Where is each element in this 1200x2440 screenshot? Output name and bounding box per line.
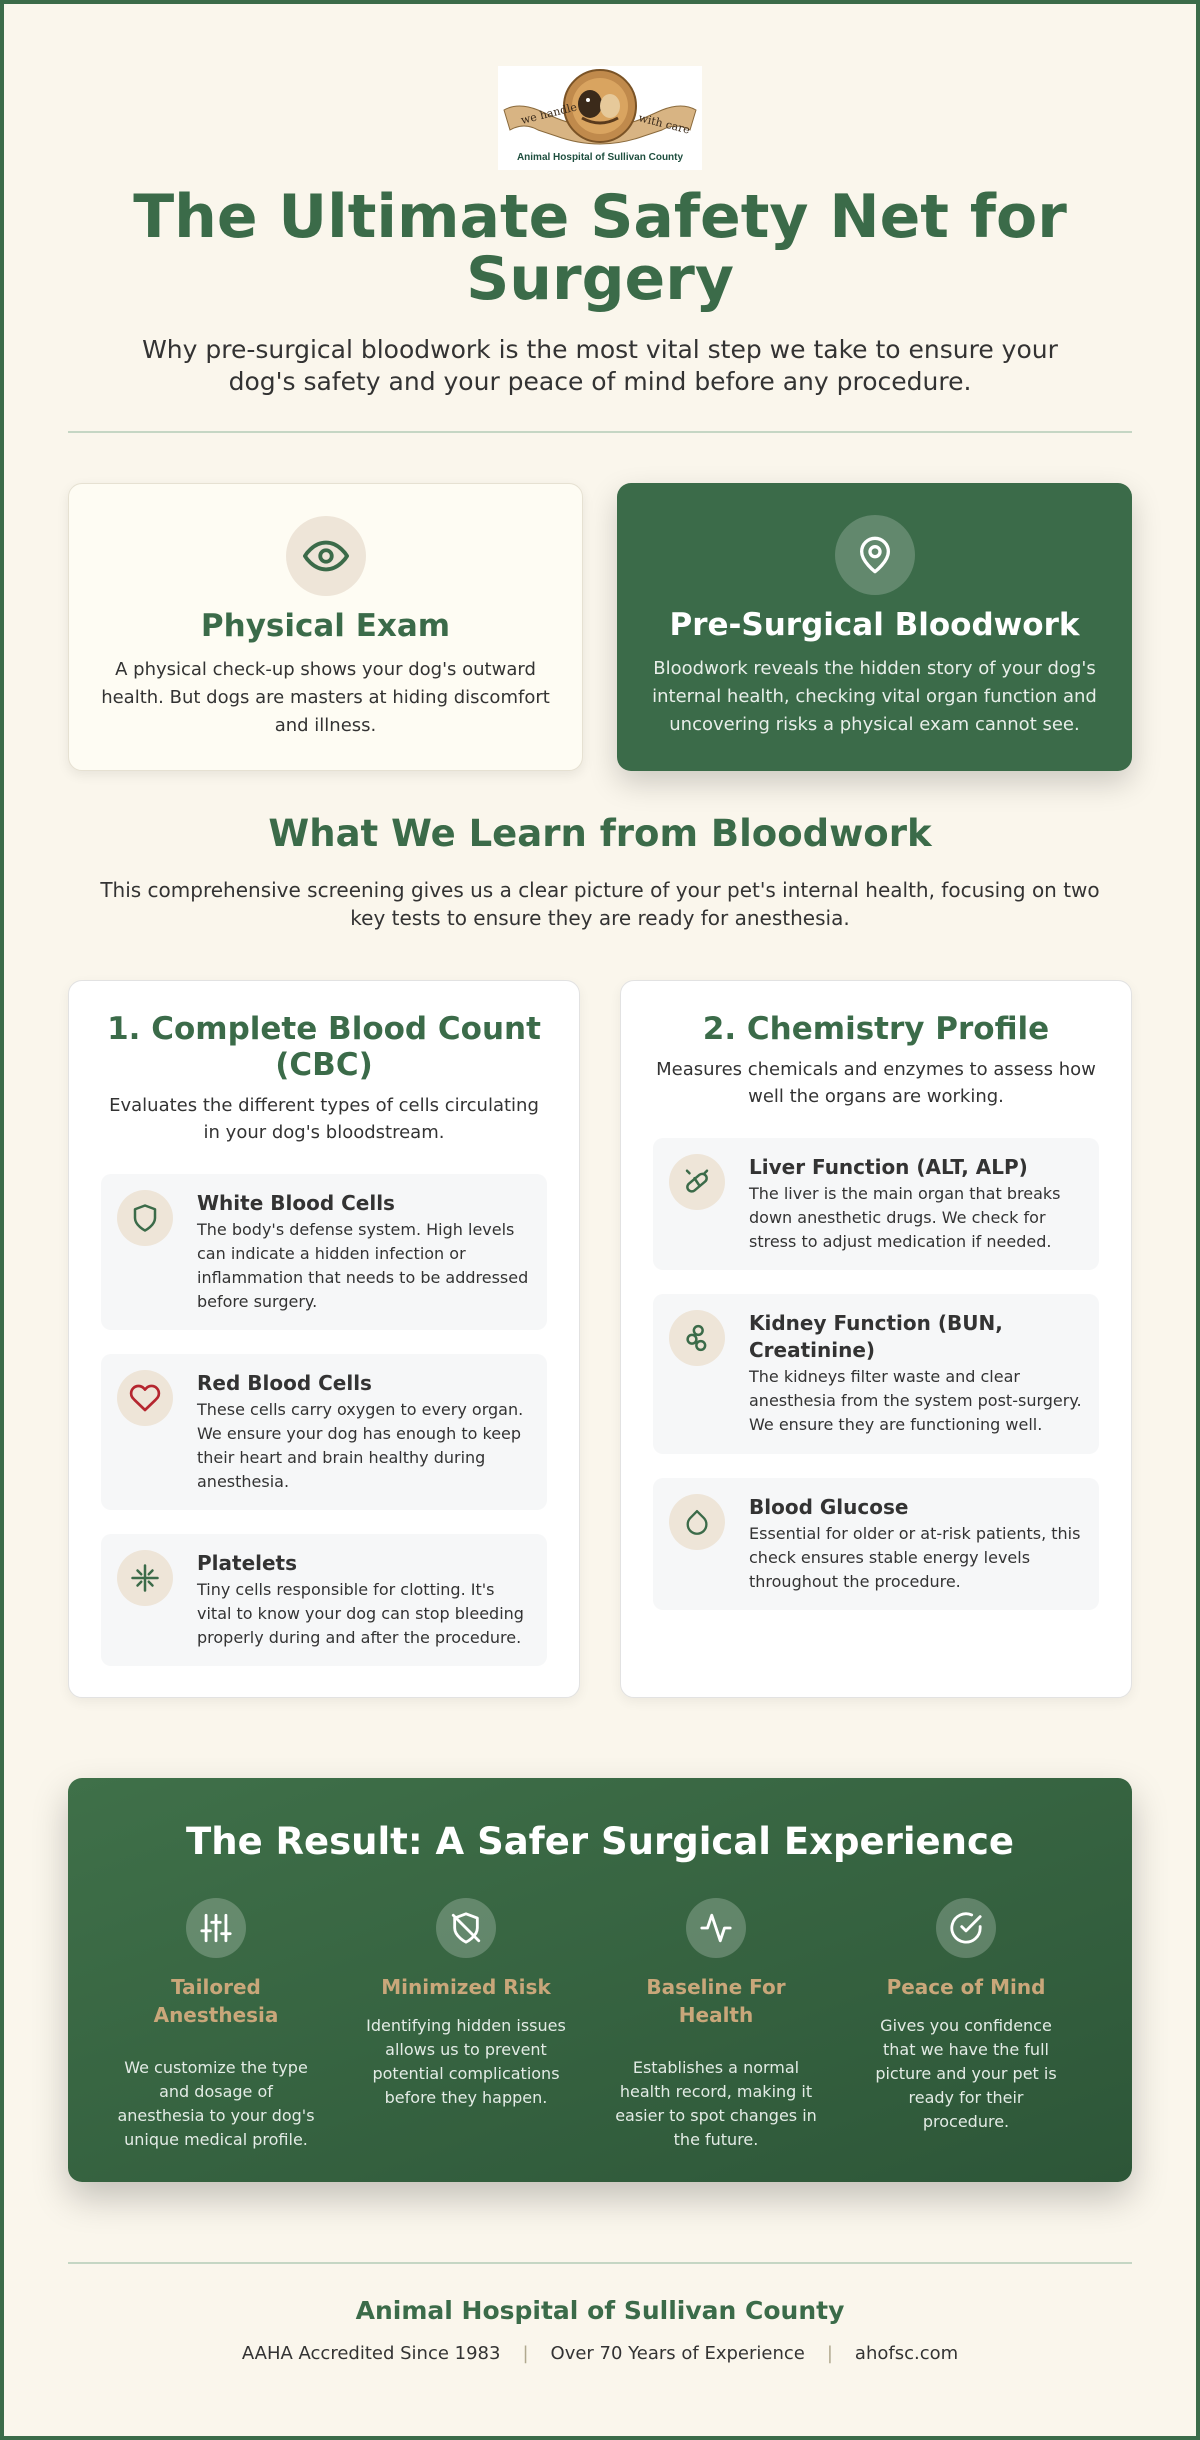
chemistry-card bbox=[620, 980, 1132, 1698]
benefit-title: Baseline For Health bbox=[646, 1975, 786, 2027]
learn-section-text: This comprehensive screening gives us a clear picture of your pet's internal health, focusing on two key tests to ensure they are ready for anesthesia. bbox=[100, 878, 1100, 930]
benefit-title: Minimized Risk bbox=[381, 1975, 551, 1999]
cbc-card bbox=[68, 980, 580, 1698]
list-item bbox=[101, 1534, 547, 1666]
map-pin-icon bbox=[835, 515, 915, 595]
list-item bbox=[101, 1174, 547, 1330]
benefit-title: Peace of Mind bbox=[886, 1975, 1046, 1999]
test-description: Evaluates the different types of cells circulating in your dog's bloodstream. bbox=[109, 1095, 539, 1143]
heart-icon bbox=[117, 1370, 173, 1426]
benefit-title: Tailored Anesthesia bbox=[153, 1975, 279, 2027]
droplet-icon bbox=[669, 1494, 725, 1550]
card-text: Bloodwork reveals the hidden story of your dog's internal health, checking vital organ function and uncovering risks a physical exam cannot see. bbox=[652, 658, 1097, 735]
footer-website-link[interactable]: ahofsc.com bbox=[854, 2343, 959, 2364]
card-title: Physical Exam bbox=[200, 608, 451, 644]
result-panel bbox=[68, 1778, 1132, 2182]
benefit-text: We customize the type and dosage of anesthesia to your dog's unique medical profile. bbox=[117, 2058, 315, 2149]
footer-divider bbox=[68, 2262, 1132, 2264]
test-title: 1. Complete Blood Count (CBC) bbox=[107, 1011, 541, 1083]
asterisk-icon bbox=[117, 1550, 173, 1606]
list-item bbox=[653, 1478, 1099, 1610]
logo-caption: Animal Hospital of Sullivan County bbox=[516, 152, 684, 163]
logo-banner-left-text: we handle bbox=[519, 100, 579, 127]
item-title: Platelets bbox=[197, 1551, 298, 1575]
item-text: These cells carry oxygen to every organ. We ensure your dog has enough to keep their heart and brain healthy during anesthesia. bbox=[197, 1400, 524, 1491]
footer-experience: Over 70 Years of Experience bbox=[550, 2343, 805, 2364]
sliders-icon bbox=[186, 1898, 246, 1958]
item-title: Kidney Function (BUN, Creatinine) bbox=[749, 1311, 1003, 1362]
test-title: 2. Chemistry Profile bbox=[702, 1011, 1050, 1047]
footer-separator: | bbox=[826, 2343, 833, 2364]
footer-title: Animal Hospital of Sullivan County bbox=[355, 2296, 845, 2325]
shield-icon bbox=[117, 1190, 173, 1246]
eye-icon bbox=[286, 516, 366, 596]
page-subtitle: Why pre-surgical bloodwork is the most vital step we take to ensure your dog's safety and your peace of mind before any procedure. bbox=[142, 335, 1058, 396]
hospital-logo bbox=[498, 66, 702, 170]
beans-icon bbox=[669, 1310, 725, 1366]
shield-off-icon bbox=[436, 1898, 496, 1958]
test-description: Measures chemicals and enzymes to assess how well the organs are working. bbox=[656, 1059, 1096, 1107]
item-title: White Blood Cells bbox=[197, 1191, 395, 1215]
item-text: The liver is the main organ that breaks down anesthetic drugs. We check for stress to adjust medication if needed. bbox=[749, 1184, 1061, 1251]
logo-banner-right-text: with care bbox=[637, 111, 692, 137]
activity-icon bbox=[686, 1898, 746, 1958]
item-text: Essential for older or at-risk patients, this check ensures stable energy levels throughout the procedure. bbox=[749, 1524, 1081, 1591]
benefit-text: Establishes a normal health record, making it easier to spot changes in the future. bbox=[615, 2058, 817, 2149]
item-title: Red Blood Cells bbox=[197, 1371, 372, 1395]
card-title: Pre-Surgical Bloodwork bbox=[669, 607, 1080, 643]
benefit-text: Identifying hidden issues allows us to prevent potential complications before they happen. bbox=[366, 2016, 566, 2107]
item-text: The kidneys filter waste and clear anesthesia from the system post-surgery. We ensure they are functioning well. bbox=[749, 1367, 1082, 1434]
list-item bbox=[653, 1138, 1099, 1270]
footer-accreditation: AAHA Accredited Since 1983 bbox=[241, 2343, 501, 2364]
item-text: Tiny cells responsible for clotting. It's vital to know your dog can stop bleeding properly during and after the procedure. bbox=[197, 1580, 524, 1647]
list-item bbox=[101, 1354, 547, 1510]
item-title: Liver Function (ALT, ALP) bbox=[749, 1155, 1028, 1179]
footer-info bbox=[68, 2343, 1132, 2364]
item-text: The body's defense system. High levels can indicate a hidden infection or inflammation that needs to be addressed before surgery. bbox=[197, 1220, 529, 1311]
check-circle-icon bbox=[936, 1898, 996, 1958]
physical-exam-card bbox=[68, 483, 583, 771]
card-text: A physical check-up shows your dog's outward health. But dogs are masters at hiding discomfort and illness. bbox=[101, 659, 550, 736]
result-title: The Result: A Safer Surgical Experience bbox=[186, 1820, 1014, 1863]
learn-section-title: What We Learn from Bloodwork bbox=[268, 812, 932, 855]
bloodwork-card bbox=[617, 483, 1132, 771]
benefit-text: Gives you confidence that we have the full picture and your pet is ready for their procedure. bbox=[875, 2016, 1057, 2131]
list-item bbox=[653, 1294, 1099, 1454]
logo-graphic bbox=[498, 66, 702, 152]
item-title: Blood Glucose bbox=[749, 1495, 909, 1519]
pill-icon bbox=[669, 1154, 725, 1210]
footer-separator: | bbox=[522, 2343, 529, 2364]
header-divider bbox=[68, 431, 1132, 433]
page-title: The Ultimate Safety Net for Surgery bbox=[133, 182, 1067, 314]
